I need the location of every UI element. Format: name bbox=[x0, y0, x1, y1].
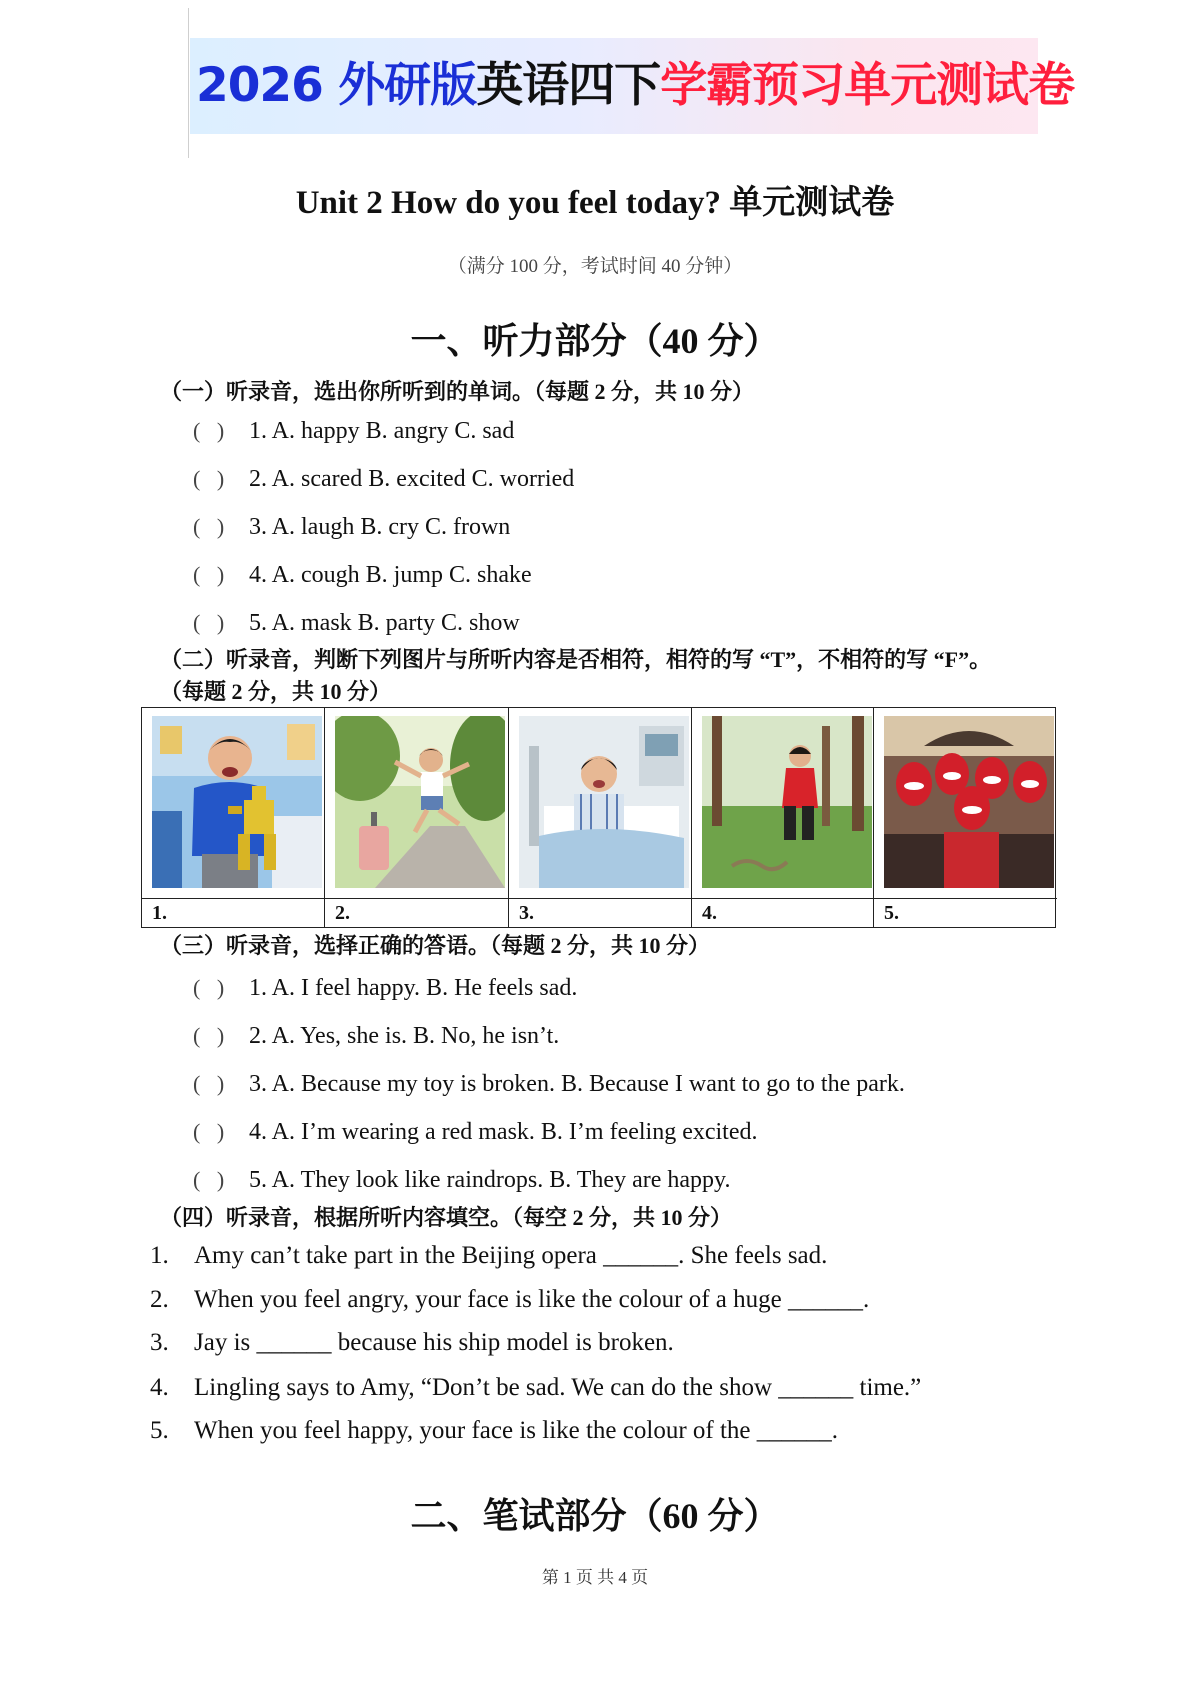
question-1-4: ( ) 4. A. cough B. jump C. shake bbox=[193, 562, 532, 588]
banner-publisher: 外研版 bbox=[338, 58, 477, 113]
section3-heading: （三）听录音，选择正确的答语。（每题 2 分，共 10 分） bbox=[160, 933, 711, 958]
question-1-5: ( ) 5. A. mask B. party C. show bbox=[193, 610, 520, 636]
banner-year: 2026 bbox=[196, 58, 323, 113]
picture-cell bbox=[874, 708, 1057, 927]
answer-blank[interactable]: ( ) bbox=[193, 1119, 225, 1144]
part1-title: 一、听力部分（40 分） bbox=[410, 321, 780, 361]
answer-blank[interactable]: ( ) bbox=[193, 514, 225, 539]
margin-line bbox=[188, 8, 189, 158]
scared-boy-snake-image bbox=[702, 716, 872, 888]
picture-label: 3. bbox=[519, 902, 534, 924]
jumping-girl-image bbox=[335, 716, 505, 888]
question-3-1: ( ) 1. A. I feel happy. B. He feels sad. bbox=[193, 975, 578, 1001]
answer-blank[interactable]: ( ) bbox=[193, 466, 225, 491]
exam-info: （满分 100 分，考试时间 40 分钟） bbox=[447, 256, 743, 277]
answer-blank[interactable]: ( ) bbox=[193, 562, 225, 587]
picture-cell bbox=[692, 708, 874, 927]
picture-label: 5. bbox=[884, 902, 899, 924]
question-3-2: ( ) 2. A. Yes, she is. B. No, he isn’t. bbox=[193, 1023, 560, 1049]
question-1-3: ( ) 3. A. laugh B. cry C. frown bbox=[193, 514, 511, 540]
picture-cell bbox=[509, 708, 692, 927]
answer-blank[interactable]: ( ) bbox=[193, 418, 225, 443]
banner-series: 学霸预习单元测试卷 bbox=[660, 58, 1075, 113]
answer-blank[interactable]: ( ) bbox=[193, 975, 225, 1000]
question-3-5: ( ) 5. A. They look like raindrops. B. They are happy. bbox=[193, 1167, 731, 1193]
part2-title: 二、笔试部分（60 分） bbox=[410, 1496, 780, 1536]
page-number: 第 1 页 共 4 页 bbox=[541, 1568, 649, 1587]
picture-label: 2. bbox=[335, 902, 350, 924]
picture-label: 1. bbox=[152, 902, 167, 924]
section4-heading: （四）听录音，根据所听内容填空。（每空 2 分，共 10 分） bbox=[160, 1205, 733, 1230]
picture-cell bbox=[325, 708, 509, 927]
answer-blank[interactable]: ( ) bbox=[193, 1071, 225, 1096]
section1-heading: （一）听录音，选出你所听到的单词。（每题 2 分，共 10 分） bbox=[160, 379, 755, 404]
picture-table bbox=[141, 707, 1056, 928]
answer-blank[interactable]: ( ) bbox=[193, 1167, 225, 1192]
page-title: Unit 2 How do you feel today? 单元测试卷 bbox=[295, 185, 895, 221]
question-1-1: ( ) 1. A. happy B. angry C. sad bbox=[193, 418, 515, 444]
section2-heading-line1: （二）听录音，判断下列图片与所听内容是否相符，相符的写 “T”，不相符的写 “F”。 bbox=[160, 647, 992, 672]
picture-cell bbox=[142, 708, 325, 927]
answer-blank[interactable]: ( ) bbox=[193, 1023, 225, 1048]
section2-heading-line2: （每题 2 分，共 10 分） bbox=[160, 679, 392, 704]
answer-blank[interactable]: ( ) bbox=[193, 610, 225, 635]
fill-blank-3: 3. Jay is ______ because his ship model is broken. bbox=[150, 1329, 674, 1356]
question-1-2: ( ) 2. A. scared B. excited C. worried bbox=[193, 466, 575, 492]
question-3-4: ( ) 4. A. I’m wearing a red mask. B. I’m feeling excited. bbox=[193, 1119, 758, 1145]
fill-blank-4: 4. Lingling says to Amy, “Don’t be sad. We can do the show ______ time.” bbox=[150, 1374, 922, 1401]
fill-blank-2: 2. When you feel angry, your face is like the colour of a huge ______. bbox=[150, 1286, 870, 1313]
picture-label: 4. bbox=[702, 902, 717, 924]
question-3-3: ( ) 3. A. Because my toy is broken. B. Because I want to go to the park. bbox=[193, 1071, 905, 1097]
red-masks-group-image bbox=[884, 716, 1054, 888]
banner-title bbox=[196, 55, 1075, 117]
sick-girl-hospital-image bbox=[519, 716, 689, 888]
banner-subject: 英语四下 bbox=[476, 58, 661, 113]
fill-blank-1: 1. Amy can’t take part in the Beijing opera ______. She feels sad. bbox=[150, 1242, 828, 1269]
fill-blank-5: 5. When you feel happy, your face is like the colour of the ______. bbox=[150, 1417, 839, 1444]
angry-boy-robot-image bbox=[152, 716, 322, 888]
